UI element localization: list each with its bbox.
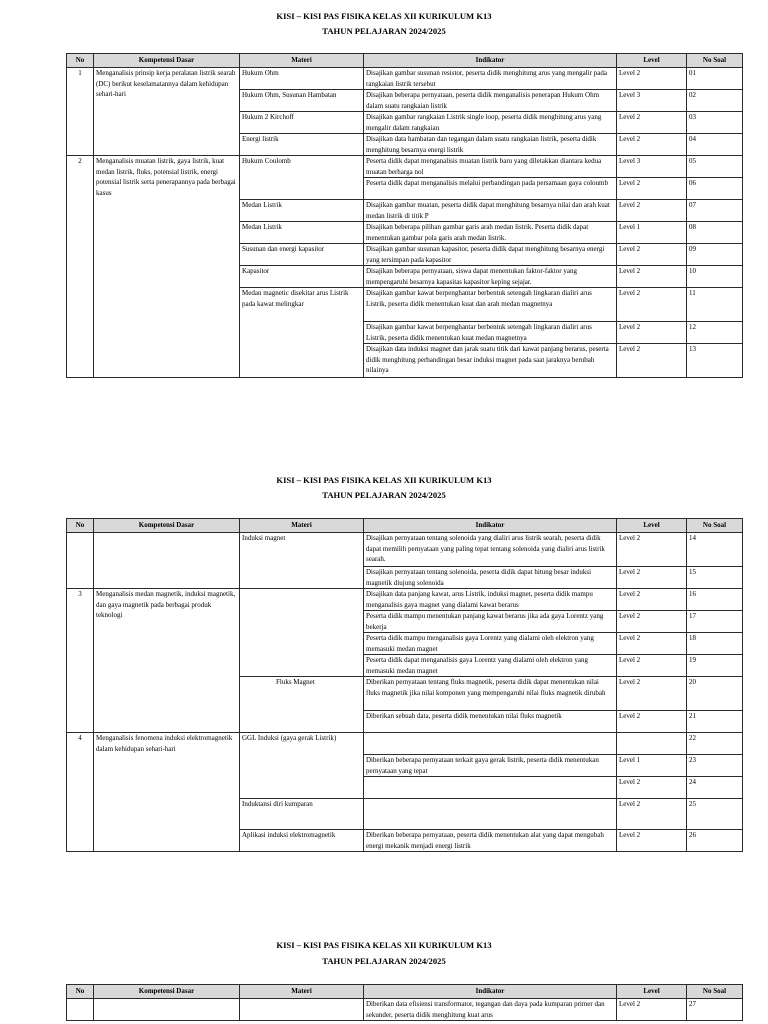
table-header-row xyxy=(67,519,743,533)
indikator: Disajikan gambar rangkaian Listrik single loop, peserta didik menghitung arus yang mengalir dalam rangkaian xyxy=(364,112,617,134)
table-row xyxy=(67,156,743,178)
materi: Hukum Ohm, Susunan Hambatan xyxy=(240,90,364,112)
indikator xyxy=(364,777,617,799)
level: Level 2 xyxy=(617,611,687,633)
level: Level 2 xyxy=(617,677,687,711)
level: Level 2 xyxy=(617,244,687,266)
no-soal: 20 xyxy=(687,677,743,711)
indikator: Diberikan data efisiensi transformator, tegangan dan daya pada kumparan primer dan sekunder, peserta didik menghitung kuat arus xyxy=(364,999,617,1021)
no-soal: 27 xyxy=(687,999,743,1021)
col-header-kd: Kompetensi Dasar xyxy=(94,985,240,999)
no-soal: 21 xyxy=(687,711,743,733)
no-soal: 09 xyxy=(687,244,743,266)
col-header-no: No xyxy=(67,54,94,68)
indikator: Diberikan sebuah data, peserta didik menentukan nilai fluks magnetik xyxy=(364,711,617,733)
col-header-level: Level xyxy=(617,985,687,999)
materi: Aplikasi induksi elektromagnetik xyxy=(240,830,364,852)
indikator: Peserta didik dapat menganalisis gaya Lorentz yang dialami oleh elektron yang memasuki medan magnet xyxy=(364,655,617,677)
table-row xyxy=(67,533,743,567)
col-header-kd: Kompetensi Dasar xyxy=(94,519,240,533)
col-header-no-soal: No Soal xyxy=(687,519,743,533)
materi xyxy=(240,999,364,1021)
col-header-no: No xyxy=(67,985,94,999)
level: Level 2 xyxy=(617,288,687,322)
no-soal: 15 xyxy=(687,567,743,589)
materi xyxy=(240,589,364,677)
col-header-no-soal: No Soal xyxy=(687,54,743,68)
indikator: Peserta didik mampu menentukan panjang kawat berarus jika ada gaya Lorentz yang bekerja xyxy=(364,611,617,633)
indikator: Disajikan data panjang kawat, arus Listrik, induksi magnet, peserta didik mampu menganalisis gaya magnet yang dialami kawat berarus xyxy=(364,589,617,611)
materi: Fluks Magnet xyxy=(240,677,364,733)
level: Level 2 xyxy=(617,178,687,200)
indikator: Disajikan gambar susunan kapasitor, peserta didik dapat menghitung besarnya energi yang tersimpan pada kapasitor xyxy=(364,244,617,266)
table-header-row xyxy=(67,985,743,999)
kompetensi-dasar: Menganalisis muatan listrik, gaya listrik, kuat medan listrik, fluks, potensial listrik, energi potensial listrik serta penerapannya pada berbagai kasus xyxy=(94,156,240,378)
indikator: Disajikan gambar kawat berpenghantar berbentuk setengah lingkaran dialiri arus Listrik, peserta didik menentukan kuat medan magnetnya xyxy=(364,322,617,344)
no-soal: 23 xyxy=(687,755,743,777)
no-soal: 03 xyxy=(687,112,743,134)
no-soal: 18 xyxy=(687,633,743,655)
kisi-table-2 xyxy=(66,518,743,852)
no-soal: 17 xyxy=(687,611,743,633)
indikator: Disajikan gambar kawat berpenghantar berbentuk setengah lingkaran dialiri arus Listrik, peserta didik menentukan kuat dan arah medan magnetnya xyxy=(364,288,617,322)
page-subtitle: TAHUN PELAJARAN 2024/2025 xyxy=(322,490,446,500)
table-header-row xyxy=(67,54,743,68)
materi: Hukum Coulomb xyxy=(240,156,364,200)
no-soal: 11 xyxy=(687,288,743,322)
col-header-indikator: Indikator xyxy=(364,985,617,999)
indikator xyxy=(364,733,617,755)
no-soal: 24 xyxy=(687,777,743,799)
materi: Medan Listrik xyxy=(240,200,364,222)
page-subtitle: TAHUN PELAJARAN 2024/2025 xyxy=(322,26,446,36)
indikator xyxy=(364,799,617,830)
indikator: Disajikan data hambatan dan tegangan dalam suatu rangkaian listrik, peserta didik menghitung besarnya energi listrik xyxy=(364,134,617,156)
col-header-materi: Materi xyxy=(240,519,364,533)
kompetensi-dasar xyxy=(94,533,240,589)
col-header-indikator: Indikator xyxy=(364,519,617,533)
row-number: 1 xyxy=(67,68,94,156)
materi: Medan Listrik xyxy=(240,222,364,244)
no-soal: 12 xyxy=(687,322,743,344)
level: Level 2 xyxy=(617,266,687,288)
indikator: Peserta didik dapat menganalisis melalui perbandingan pada persamaan gaya coloumb xyxy=(364,178,617,200)
kisi-table-3 xyxy=(66,984,743,1021)
row-number: 2 xyxy=(67,156,94,378)
level: Level 3 xyxy=(617,156,687,178)
materi: Hukum Ohm xyxy=(240,68,364,90)
table-row xyxy=(67,999,743,1021)
indikator: Disajikan gambar susunan resistor, peserta didik menghitung arus yang mengalir pada rangkaian listrik tersebut xyxy=(364,68,617,90)
materi: GGL Induksi (gaya gerak Listrik) xyxy=(240,733,364,799)
no-soal: 05 xyxy=(687,156,743,178)
indikator: Disajikan beberapa pilihan gambar garis arah medan listrik. Peserta didik dapat menentukan gambar pola garis arah medan listrik. xyxy=(364,222,617,244)
no-soal: 14 xyxy=(687,533,743,567)
level xyxy=(617,733,687,755)
page-title: KISI – KISI PAS FISIKA KELAS XII KURIKULUM K13 xyxy=(276,940,492,950)
table-row xyxy=(67,68,743,90)
page-title: KISI – KISI PAS FISIKA KELAS XII KURIKULUM K13 xyxy=(276,11,492,21)
indikator: Disajikan beberapa pernyataan, siswa dapat menentukan faktor-faktor yang mempengaruhi besarnya kapasitas kapasitor keping sejajar. xyxy=(364,266,617,288)
kompetensi-dasar xyxy=(94,999,240,1021)
level: Level 2 xyxy=(617,567,687,589)
col-header-materi: Materi xyxy=(240,54,364,68)
col-header-kd: Kompetensi Dasar xyxy=(94,54,240,68)
no-soal: 06 xyxy=(687,178,743,200)
indikator: Disajikan data induksi magnet dan jarak suatu titik dari kawat panjang berarus, peserta didik menghitung perbandingan besar induksi magnet pada saat jaraknya berubah nilainya xyxy=(364,344,617,378)
indikator: Peserta didik mampu menganalisis gaya Lorentz yang dialami oleh elektron yang memasuki medan magnet xyxy=(364,633,617,655)
col-header-level: Level xyxy=(617,519,687,533)
indikator: Disajikan pernyataan tentang solenoida, peserta didik dapat hitung besar induksi magnetik diujung solenoida xyxy=(364,567,617,589)
level: Level 2 xyxy=(617,777,687,799)
materi: Susunan dan energi kapasitor xyxy=(240,244,364,266)
level: Level 1 xyxy=(617,222,687,244)
no-soal: 26 xyxy=(687,830,743,852)
row-number xyxy=(67,999,94,1021)
level: Level 2 xyxy=(617,711,687,733)
no-soal: 22 xyxy=(687,733,743,755)
no-soal: 10 xyxy=(687,266,743,288)
col-header-no-soal: No Soal xyxy=(687,985,743,999)
kompetensi-dasar: Menganalisis prinsip kerja peralatan listrik searah (DC) berikut keselamatannya dalam kehidupan sehari-hari xyxy=(94,68,240,156)
col-header-no: No xyxy=(67,519,94,533)
no-soal: 08 xyxy=(687,222,743,244)
no-soal: 16 xyxy=(687,589,743,611)
kompetensi-dasar: Menganalisis medan magnetik, induksi magnetik, dan gaya magnetik pada berbagai produk teknologi xyxy=(94,589,240,733)
level: Level 2 xyxy=(617,112,687,134)
no-soal: 01 xyxy=(687,68,743,90)
level: Level 2 xyxy=(617,533,687,567)
materi: Induktansi diri kumparan xyxy=(240,799,364,830)
materi: Medan magnetic disekitar arus Listrik pada kawat melingkar xyxy=(240,288,364,378)
level: Level 2 xyxy=(617,134,687,156)
level: Level 2 xyxy=(617,830,687,852)
col-header-indikator: Indikator xyxy=(364,54,617,68)
row-number: 4 xyxy=(67,733,94,852)
table-row xyxy=(67,733,743,755)
no-soal: 25 xyxy=(687,799,743,830)
no-soal: 19 xyxy=(687,655,743,677)
level: Level 2 xyxy=(617,799,687,830)
level: Level 2 xyxy=(617,322,687,344)
level: Level 2 xyxy=(617,200,687,222)
no-soal: 13 xyxy=(687,344,743,378)
level: Level 2 xyxy=(617,655,687,677)
materi: Hukum 2 Kirchoff xyxy=(240,112,364,134)
indikator: Diberikan beberapa pernyataan, peserta didik menentukan alat yang dapat mengubah energi mekanik menjadi energi listrik xyxy=(364,830,617,852)
indikator: Disajikan beberapa pernyataan, peserta didik menganalisis penerapan Hukum Ohm dalam suatu rangkaian listrik xyxy=(364,90,617,112)
materi: Induksi magnet xyxy=(240,533,364,589)
indikator: Diberikan beberapa pernyataan terkait gaya gerak listrik, peserta didik menentukan pernyataan yang tepat xyxy=(364,755,617,777)
indikator: Disajikan pernyataan tentang solenoida yang dialiri arus listrik searah, peserta didik dapat memilih pernyataan yang paling tepat tentang solenoida yang dialiri arus listrik searah. xyxy=(364,533,617,567)
indikator: Disajikan gambar muatan, peserta didik dapat menghitung besarnya nilai dan arah kuat medan listrik di titik P xyxy=(364,200,617,222)
level: Level 2 xyxy=(617,68,687,90)
no-soal: 07 xyxy=(687,200,743,222)
level: Level 1 xyxy=(617,755,687,777)
materi: Kapasitor xyxy=(240,266,364,288)
indikator: Diberikan pernyataan tentang fluks magnetik, peserta didik dapat menentukan nilai fluks magnetik jika nilai komponen yang mempengaruhi nilai fluks magnetik dirubah xyxy=(364,677,617,711)
col-header-level: Level xyxy=(617,54,687,68)
row-number xyxy=(67,533,94,589)
row-number: 3 xyxy=(67,589,94,733)
materi: Energi listrik xyxy=(240,134,364,156)
level: Level 2 xyxy=(617,633,687,655)
page-title: KISI – KISI PAS FISIKA KELAS XII KURIKULUM K13 xyxy=(276,475,492,485)
kisi-table-1 xyxy=(66,53,743,378)
level: Level 3 xyxy=(617,90,687,112)
no-soal: 04 xyxy=(687,134,743,156)
level: Level 2 xyxy=(617,589,687,611)
indikator: Peserta didik dapat menganalisis muatan listrik baru yang diletakkan diantara kedua muatan berharga nol xyxy=(364,156,617,178)
level: Level 2 xyxy=(617,344,687,378)
col-header-materi: Materi xyxy=(240,985,364,999)
level: Level 2 xyxy=(617,999,687,1021)
no-soal: 02 xyxy=(687,90,743,112)
table-row xyxy=(67,589,743,611)
page-subtitle: TAHUN PELAJARAN 2024/2025 xyxy=(322,956,446,966)
kompetensi-dasar: Menganalisis fenomena induksi elektromagnetik dalam kehidupan sehari-hari xyxy=(94,733,240,852)
